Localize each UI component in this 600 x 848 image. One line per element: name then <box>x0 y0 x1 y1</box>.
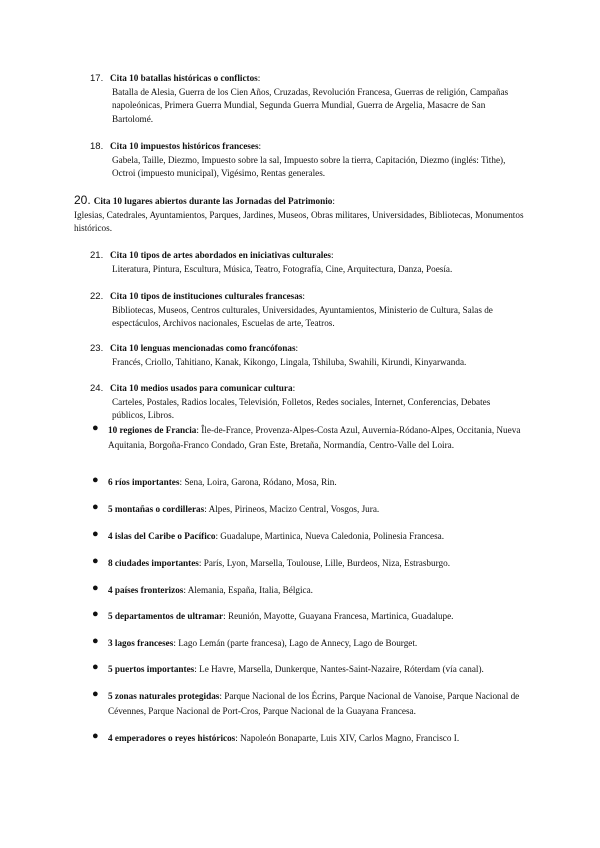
item-text: Bibliotecas, Museos, Centros culturales, Universidades, Ayuntamientos, Ministerio de Cultura, Salas de espectáculos, Archivos nacionales, Escuelas de arte, Teatros. <box>112 304 493 328</box>
item-title: Cita 10 tipos de instituciones culturales francesas <box>110 291 303 301</box>
item-text: Francés, Criollo, Tahitiano, Kanak, Kikongo, Lingala, Tshiluba, Swahili, Kirundi, Kinyarwanda. <box>112 356 467 367</box>
bullet-title: 3 lagos franceses <box>108 638 174 648</box>
numbered-item-17: 17. Cita 10 batallas históricas o conflictos: Batalla de Alesia, Guerra de los Cien Años, Cruzadas, Revolución Francesa, Guerras de religión, Campañas napoleónicas, Primera Guerra Mundial, Segunda Guerra Mundial, Guerra de Argelia, Masacre de San Bartolomé. <box>90 72 510 126</box>
item-number: 24. <box>90 383 104 394</box>
document-page: 17. Cita 10 batallas históricas o conflictos: Batalla de Alesia, Guerra de los Cien Años, Cruzadas, Revolución Francesa, Guerras de religión, Campañas napoleónicas, Primera Guerra Mundial, Segunda Guerra Mundial, Guerra de Argelia, Masacre de San Bartolomé. 18. Cita 10 impuestos históricos franceses: Gabela, Taille, Diezmo, Impuesto sobre la sal, Impuesto sobre la tierra, Capitación, Diezmo (inglés: Tithe), Octroi (impuesto municipal), Vigésimo, Rentas generales. 20. Cita 10 lugares abiertos durante las Jornadas del Patrimonio: Iglesias, Catedrales, Ayuntamientos, Parques, Jardines, Museos, Obras militares, Universidades, Bibliotecas, Monumentos históricos. 21. Cita 10 tipos de artes abordados en iniciativas culturales: Literatura, Pintura, Escultura, Música, Teatro, Fotografía, Cine, Arquitectura, Danza, Poesía. 22. Cita 10 tipos de instituciones culturales francesas: Bibliotecas, Museos, Centros culturales, Universidades, Ayuntamientos, Ministerio de Cultura, Salas de espectáculos, Archivos nacionales, Escuelas de arte, Teatros. 23. Cita 10 lenguas mencionadas como francófonas: Francés, Criollo, Tahitiano, Kanak, Kikongo, Lingala, Tshiluba, Swahili, Kirundi, Kinyarwanda. 24. Cita 10 medios usados para comunicar cultura: Carteles, Postales, Radios locales, Televisión, Folletos, Redes sociales, Internet, Conferencias, Debates públicos, Libros. ● 10 regiones de Francia: Île-de-France, Provenza-Alpes-Costa Azul, Auvernia-Ródano-Alpes, Occitania, Nueva Aquitania, Borgoña-Franco Condado, Gran Este, Bretaña, Normandía, Centro-Valle del Loira. ● 6 ríos importantes: Sena, Loira, Garona, Ródano, Mosa, Rin. ● 5 montañas o cordilleras: Alpes, Pirineos, Macizo Central, Vosgos, Jura. ● 4 islas del Caribe o Pacífico: Guadalupe, Martinica, Nueva Caledonia, Polinesia Francesa. ● 8 ciudades importantes: París, Lyon, Marsella, Toulouse, Lille, Burdeos, Niza, Estrasburgo. ● 4 países fronterizos: Alemania, España, Italia, Bélgica. ● 5 departamentos de ultramar: Reunión, Mayotte, Guayana Francesa, Martinica, Guadalupe. ● 3 lagos franceses: Lago Lemán (parte francesa), Lago de Annecy, Lago de Bourget. ● 5 puertos importantes: Le Havre, Marsella, Dunkerque, Nantes-Saint-Nazaire, Róterdam (vía canal). ● 5 zonas naturales protegidas: Parque Nacional de los Écrins, Parque Nacional de Vanoise, Parque Nacional de Cévennes, Parque Nacional de Port-Cros, Parque Nacional de la Guayana Francesa. ● 4 emperadores o reyes históricos: Napoleón Bonaparte, Luis XIV, Carlos Magno, Francisco I. <box>0 0 600 848</box>
item-text: Carteles, Postales, Radios locales, Televisión, Folletos, Redes sociales, Internet, Conferencias, Debates públicos, Libros. <box>112 396 491 420</box>
bullet-marker: ● <box>92 635 99 647</box>
item-text: Literatura, Pintura, Escultura, Música, Teatro, Fotografía, Cine, Arquitectura, Danza, Poesía. <box>112 263 453 274</box>
bullet-text: Sena, Loira, Garona, Ródano, Mosa, Rin. <box>184 477 337 487</box>
bullet-marker: ● <box>92 730 99 742</box>
bullet-marker: ● <box>92 582 99 594</box>
item-number: 18. <box>90 141 104 152</box>
item-title: Cita 10 lenguas mencionadas como francófonas <box>110 343 296 353</box>
numbered-item-21: 21. Cita 10 tipos de artes abordados en iniciativas culturales: Literatura, Pintura, Escultura, Música, Teatro, Fotografía, Cine, Arquitectura, Danza, Poesía. <box>90 249 510 276</box>
bullet-marker: ● <box>92 688 99 700</box>
bullet-text: Napoleón Bonaparte, Luis XIV, Carlos Magno, Francisco I. <box>240 733 460 743</box>
bullet-marker: ● <box>92 555 99 567</box>
bullet-marker: ● <box>92 528 99 540</box>
item-title: Cita 10 impuestos históricos franceses <box>110 141 259 151</box>
bullet-text: Alpes, Pirineos, Macizo Central, Vosgos, Jura. <box>208 504 380 514</box>
bullet-title: 10 regiones de Francia <box>108 425 197 435</box>
item-number: 20. <box>74 193 91 207</box>
item-text: Gabela, Taille, Diezmo, Impuesto sobre la sal, Impuesto sobre la tierra, Capitación, Diezmo (inglés: Tithe), Octroi (impuesto municipal), Vigésimo, Rentas generales. <box>112 154 506 178</box>
bullet-text: Île-de-France, Provenza-Alpes-Costa Azul, Auvernia-Ródano-Alpes, Occitania, Nueva Aquitania, Borgoña-Franco Condado, Gran Este, Bretaña, Normandía, Centro-Valle del Loira. <box>108 425 521 450</box>
numbered-item-22: 22. Cita 10 tipos de instituciones culturales francesas: Bibliotecas, Museos, Centros culturales, Universidades, Ayuntamientos, Ministerio de Cultura, Salas de espectáculos, Archivos nacionales, Escuelas de arte, Teatros. <box>90 290 520 331</box>
bullet-title: 5 montañas o cordilleras <box>108 504 205 514</box>
bullet-title: 4 emperadores o reyes históricos <box>108 733 236 743</box>
bullet-text: Guadalupe, Martinica, Nueva Caledonia, Polinesia Francesa. <box>220 531 445 541</box>
bullet-marker: ● <box>92 422 99 434</box>
item-number: 21. <box>90 250 104 261</box>
item-title: Cita 10 medios usados para comunicar cultura <box>110 383 293 393</box>
bullet-marker: ● <box>92 661 99 673</box>
numbered-item-23: 23. Cita 10 lenguas mencionadas como francófonas: Francés, Criollo, Tahitiano, Kanak, Kikongo, Lingala, Tshiluba, Swahili, Kirundi, Kinyarwanda. <box>90 342 510 369</box>
bullet-marker: ● <box>92 474 99 486</box>
item-number: 17. <box>90 73 104 84</box>
item-number: 22. <box>90 291 104 302</box>
bullet-title: 4 islas del Caribe o Pacífico <box>108 531 216 541</box>
bullet-title: 8 ciudades importantes <box>108 558 199 568</box>
item-title: Cita 10 tipos de artes abordados en iniciativas culturales <box>110 250 332 260</box>
item-text: Batalla de Alesia, Guerra de los Cien Años, Cruzadas, Revolución Francesa, Guerras de religión, Campañas napoleónicas, Primera Guerra Mundial, Segunda Guerra Mundial, Guerra de Argelia, Masacre de San Bartolomé. <box>112 86 509 124</box>
bullet-text: Lago Lemán (parte francesa), Lago de Annecy, Lago de Bourget. <box>178 638 418 648</box>
numbered-item-24: 24. Cita 10 medios usados para comunicar cultura: Carteles, Postales, Radios locales, Televisión, Folletos, Redes sociales, Internet, Conferencias, Debates públicos, Libros. <box>90 382 520 423</box>
bullet-text: Alemania, España, Italia, Bélgica. <box>187 585 313 595</box>
numbered-item-20: 20. Cita 10 lugares abiertos durante las Jornadas del Patrimonio: Iglesias, Catedrales, Ayuntamientos, Parques, Jardines, Museos, Obras militares, Universidades, Bibliotecas, Monumentos históricos. <box>74 194 526 236</box>
bullet-marker: ● <box>92 608 99 620</box>
bullet-text: Le Havre, Marsella, Dunkerque, Nantes-Saint-Nazaire, Róterdam (vía canal). <box>199 664 484 674</box>
item-title: Cita 10 batallas históricas o conflictos <box>110 73 258 83</box>
bullet-marker: ● <box>92 501 99 513</box>
item-number: 23. <box>90 343 104 354</box>
bullet-text: Reunión, Mayotte, Guayana Francesa, Martinica, Guadalupe. <box>227 611 454 621</box>
bullet-title: 5 puertos importantes <box>108 664 195 674</box>
bullet-title: 5 departamentos de ultramar <box>108 611 224 621</box>
bullet-title: 4 países fronterizos <box>108 585 184 595</box>
bullet-text: París, Lyon, Marsella, Toulouse, Lille, Burdeos, Niza, Estrasburgo. <box>203 558 450 568</box>
bullet-text: Parque Nacional de los Écrins, Parque Nacional de Vanoise, Parque Nacional de Cévennes, Parque Nacional de Port-Cros, Parque Nacional de la Guayana Francesa. <box>108 691 520 716</box>
item-title: Cita 10 lugares abiertos durante las Jornadas del Patrimonio <box>93 196 333 206</box>
bullet-title: 5 zonas naturales protegidas <box>108 691 220 701</box>
bullet-title: 6 ríos importantes <box>108 477 180 487</box>
item-text: Iglesias, Catedrales, Ayuntamientos, Parques, Jardines, Museos, Obras militares, Universidades, Bibliotecas, Monumentos históricos. <box>74 209 524 233</box>
numbered-item-18: 18. Cita 10 impuestos históricos franceses: Gabela, Taille, Diezmo, Impuesto sobre la sal, Impuesto sobre la tierra, Capitación, Diezmo (inglés: Tithe), Octroi (impuesto municipal), Vigésimo, Rentas generales. <box>90 140 520 181</box>
